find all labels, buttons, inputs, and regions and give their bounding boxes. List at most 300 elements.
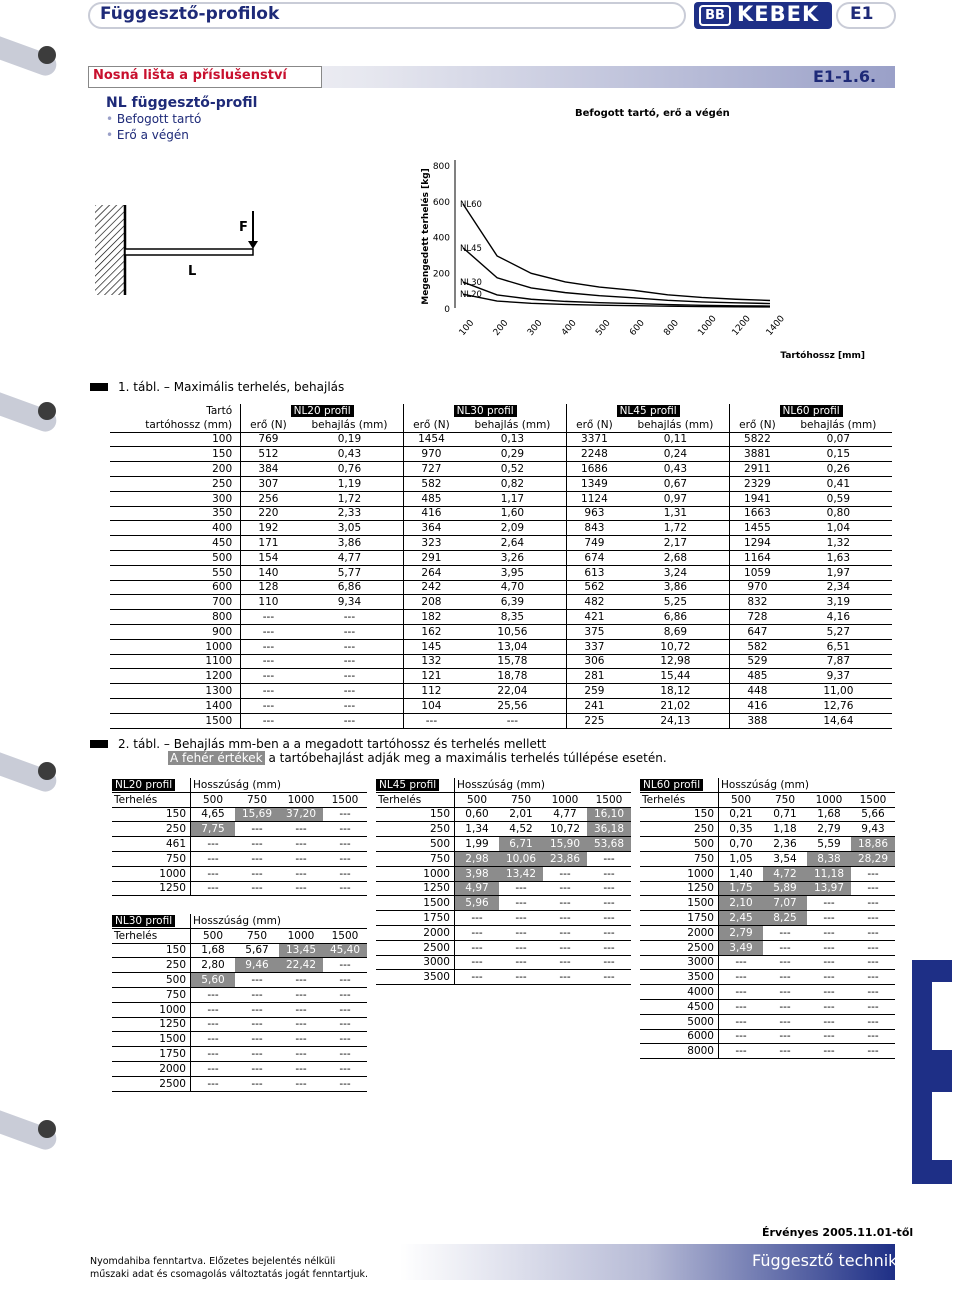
value-cell: --- <box>262 611 275 624</box>
deflection-cell: 4,52 <box>499 822 543 837</box>
table-header-row <box>112 778 367 792</box>
value-cell: 8,35 <box>459 610 567 625</box>
deflection-cell: --- <box>235 1032 279 1047</box>
length-cell: 500 <box>110 550 241 565</box>
load-cell: 750 <box>112 987 191 1002</box>
force-label: F <box>239 220 248 235</box>
deflection-cell: --- <box>543 955 587 970</box>
deflection-cell: --- <box>191 851 236 866</box>
deflection-cell: 5,67 <box>235 943 279 958</box>
value-cell: 281 <box>584 670 605 683</box>
value-cell: 2,68 <box>622 550 730 565</box>
deflection-cell: --- <box>807 985 851 1000</box>
length-cell: 400 <box>110 521 241 536</box>
length-col-header: 1000 <box>279 928 323 943</box>
value-cell: --- <box>296 639 404 654</box>
deflection-cell: --- <box>235 881 279 896</box>
value-cell: 512 <box>258 448 279 461</box>
value-cell: 145 <box>421 640 442 653</box>
value-cell: 12,98 <box>622 654 730 669</box>
value-cell: 2,09 <box>459 521 567 536</box>
load-cell: 1750 <box>112 1047 191 1062</box>
deflection-cell: --- <box>279 822 323 837</box>
length-header: Hosszúság (mm) <box>191 778 368 792</box>
value-cell: 12,76 <box>823 699 854 712</box>
load-cell: 750 <box>376 851 455 866</box>
table-row <box>110 639 892 654</box>
deflection-cell: 10,72 <box>543 822 587 837</box>
value-cell: --- <box>296 698 404 713</box>
table-row <box>112 866 367 881</box>
value-cell: 3,86 <box>296 536 404 551</box>
value-cell: 388 <box>747 714 768 727</box>
deflection-cell: --- <box>323 1061 367 1076</box>
table-row <box>376 837 631 852</box>
load-cell: 2000 <box>376 925 455 940</box>
load-cell: 500 <box>640 837 719 852</box>
table-row <box>112 837 367 852</box>
profile-label: NL60 profil <box>640 779 703 791</box>
value-cell: 613 <box>584 566 605 579</box>
deflection-cell: 2,79 <box>807 822 851 837</box>
deflection-cell: 28,29 <box>851 851 895 866</box>
table-row <box>376 866 631 881</box>
load-cell: 1750 <box>640 911 719 926</box>
table-header-row <box>112 928 367 943</box>
length-col-header: 750 <box>235 792 279 807</box>
deflection-cell: --- <box>587 866 631 881</box>
value-cell: 963 <box>584 507 605 520</box>
value-cell: 140 <box>258 566 279 579</box>
value-cell: 3,95 <box>459 565 567 580</box>
deflection-cell: --- <box>587 925 631 940</box>
load-cell: 750 <box>112 851 191 866</box>
deflection-cell: --- <box>323 958 367 973</box>
value-cell: 3371 <box>581 433 608 446</box>
table-row <box>112 1076 367 1091</box>
side-letter-e <box>912 960 952 1184</box>
header-force: erő (N) <box>241 418 296 432</box>
table-row <box>640 807 895 822</box>
y-tick-label: 400 <box>432 233 450 244</box>
length-col-header: 1500 <box>587 792 631 807</box>
table-row <box>376 881 631 896</box>
deflection-cell: --- <box>807 955 851 970</box>
deflection-cell: 2,45 <box>719 911 764 926</box>
deflection-cell: --- <box>763 955 807 970</box>
value-cell: 306 <box>584 655 605 668</box>
header-code: E1 <box>850 4 874 24</box>
deflection-cell: 7,75 <box>191 822 236 837</box>
deflection-cell: 13,97 <box>807 881 851 896</box>
value-cell: 1,97 <box>826 566 851 579</box>
value-cell: 2,34 <box>826 581 851 594</box>
value-cell: 2,33 <box>296 506 404 521</box>
value-cell: --- <box>262 685 275 698</box>
deflection-cell: 1,40 <box>719 866 764 881</box>
deflection-cell: --- <box>191 866 236 881</box>
deflection-table-nl20 <box>112 778 367 896</box>
value-cell: 2248 <box>581 448 608 461</box>
value-cell: 259 <box>584 685 605 698</box>
load-cell: 2500 <box>640 940 719 955</box>
load-cell: 500 <box>112 973 191 988</box>
load-cell: 500 <box>376 837 455 852</box>
deflection-cell: --- <box>851 881 895 896</box>
load-cell: 4000 <box>640 985 719 1000</box>
value-cell: 256 <box>258 492 279 505</box>
value-cell: 4,70 <box>459 580 567 595</box>
table-row <box>110 550 892 565</box>
deflection-cell: 5,96 <box>455 896 500 911</box>
value-cell: 1294 <box>744 537 771 550</box>
caption-marker <box>90 740 108 748</box>
deflection-cell: --- <box>235 851 279 866</box>
value-cell: 0,52 <box>459 462 567 477</box>
value-cell: 0,29 <box>459 447 567 462</box>
deflection-cell: --- <box>587 896 631 911</box>
value-cell: --- <box>262 670 275 683</box>
deflection-cell: --- <box>455 970 500 985</box>
table-row <box>376 851 631 866</box>
deflection-cell: --- <box>719 970 764 985</box>
value-cell: 1941 <box>744 492 771 505</box>
length-cell: 1500 <box>110 713 241 728</box>
value-cell: 421 <box>584 611 605 624</box>
deflection-cell: --- <box>323 1076 367 1091</box>
deflection-cell: --- <box>763 1044 807 1059</box>
deflection-cell: --- <box>323 1002 367 1017</box>
deflection-cell: --- <box>851 999 895 1014</box>
length-cell: 100 <box>110 432 241 447</box>
value-cell: 0,80 <box>826 507 851 520</box>
value-cell: --- <box>296 669 404 684</box>
x-tick-label: 1400 <box>764 313 788 338</box>
load-cell: 750 <box>640 851 719 866</box>
footer-note-line: Nyomdahiba fenntartva. Előzetes bejelentés nélküli <box>90 1256 336 1267</box>
header-deflection: behajlás (mm) <box>296 418 404 432</box>
length-cell: 900 <box>110 624 241 639</box>
value-cell: 162 <box>421 625 442 638</box>
table-row <box>376 896 631 911</box>
table-row <box>640 881 895 896</box>
x-tick-label: 600 <box>628 318 647 338</box>
value-cell: 3,05 <box>296 521 404 536</box>
x-axis-label: Tartóhossz [mm] <box>780 351 865 361</box>
value-cell: --- <box>296 610 404 625</box>
deflection-cell: 4,77 <box>543 807 587 822</box>
value-cell: --- <box>262 655 275 668</box>
table-row <box>110 432 892 447</box>
table2-caption-text: – Behajlás mm-ben a a megadott tartóhossz és terhelés mellett <box>160 737 547 751</box>
value-cell: 15,44 <box>622 669 730 684</box>
length-col-header: 1000 <box>543 792 587 807</box>
length-cell: 800 <box>110 610 241 625</box>
value-cell: 5,77 <box>296 565 404 580</box>
length-cell: 1100 <box>110 654 241 669</box>
hook-dot <box>38 1120 56 1138</box>
load-cell: 3000 <box>640 955 719 970</box>
table-row <box>110 684 892 699</box>
value-cell: 225 <box>584 714 605 727</box>
value-cell: 15,78 <box>459 654 567 669</box>
table-row <box>112 1002 367 1017</box>
table-row <box>112 958 367 973</box>
table-row <box>376 911 631 926</box>
deflection-cell: 4,72 <box>763 866 807 881</box>
deflection-cell: --- <box>851 940 895 955</box>
value-cell: 485 <box>421 492 442 505</box>
deflection-cell: 2,10 <box>719 896 764 911</box>
deflection-cell: --- <box>543 925 587 940</box>
deflection-cell: --- <box>323 987 367 1002</box>
header-force: erő (N) <box>567 418 622 432</box>
length-cell: 1300 <box>110 684 241 699</box>
deflection-cell: --- <box>851 1029 895 1044</box>
footer-note-line: műszaki adat és csomagolás változtatás jogát fenntartjuk. <box>90 1269 369 1280</box>
profile-label: NL20 profil <box>291 405 354 417</box>
deflection-cell: 7,07 <box>763 896 807 911</box>
table-row <box>376 970 631 985</box>
deflection-cell: --- <box>323 807 367 822</box>
deflection-cell: --- <box>543 881 587 896</box>
value-cell: 970 <box>747 581 768 594</box>
value-cell: --- <box>262 625 275 638</box>
value-cell: 18,78 <box>459 669 567 684</box>
x-tick-label: 200 <box>491 318 511 338</box>
table-row <box>112 1032 367 1047</box>
value-cell: 241 <box>584 699 605 712</box>
profile-header <box>404 404 567 418</box>
deflection-cell: 1,05 <box>719 851 764 866</box>
value-cell: 291 <box>421 551 442 564</box>
length-col-header: 750 <box>499 792 543 807</box>
deflection-cell: --- <box>763 999 807 1014</box>
value-cell: 24,13 <box>622 713 730 728</box>
table-row <box>112 973 367 988</box>
x-tick-label: 1200 <box>730 313 753 338</box>
value-cell: 2911 <box>744 463 771 476</box>
series-label: NL45 <box>460 243 482 254</box>
value-cell: 182 <box>421 611 442 624</box>
value-cell: 4,16 <box>826 611 851 624</box>
value-cell: 0,59 <box>826 492 851 505</box>
deflection-cell: --- <box>587 940 631 955</box>
note-text: a tartóbehajlást adják meg a maximális terhelés túllépése esetén. <box>264 751 667 765</box>
value-cell: 582 <box>421 477 442 490</box>
hook-dot <box>38 46 56 64</box>
value-cell: --- <box>262 699 275 712</box>
length-cell: 550 <box>110 565 241 580</box>
value-cell: 5,27 <box>826 625 851 638</box>
deflection-cell: --- <box>279 1032 323 1047</box>
deflection-cell: --- <box>235 1076 279 1091</box>
value-cell: 0,43 <box>622 462 730 477</box>
value-cell: 448 <box>747 685 768 698</box>
load-cell: 1250 <box>640 881 719 896</box>
load-header: Terhelés <box>112 928 191 943</box>
table-row <box>110 476 892 491</box>
table-row <box>640 896 895 911</box>
load-cell: 1500 <box>376 896 455 911</box>
brand-logo-mark: BB <box>699 5 731 26</box>
value-cell: 0,13 <box>459 432 567 447</box>
value-cell: 6,86 <box>296 580 404 595</box>
load-cell: 1750 <box>376 911 455 926</box>
deflection-cell: 1,34 <box>455 822 500 837</box>
profile-label: NL45 profil <box>376 779 439 791</box>
load-cell: 4500 <box>640 999 719 1014</box>
value-cell: 1663 <box>744 507 771 520</box>
table-row <box>112 1017 367 1032</box>
force-arrow-head <box>248 241 258 249</box>
deflection-cell: --- <box>323 973 367 988</box>
deflection-cell: 2,98 <box>455 851 500 866</box>
deflection-cell: 9,46 <box>235 958 279 973</box>
deflection-cell: --- <box>719 985 764 1000</box>
header-force: erő (N) <box>730 418 785 432</box>
value-cell: 1,32 <box>826 537 851 550</box>
value-cell: 1,19 <box>296 476 404 491</box>
deflection-table-nl30 <box>112 914 367 1092</box>
deflection-cell: 0,70 <box>719 837 764 852</box>
deflection-cell: --- <box>763 1029 807 1044</box>
table-row <box>110 565 892 580</box>
value-cell: 1,72 <box>296 491 404 506</box>
deflection-cell: 0,35 <box>719 822 764 837</box>
length-header: Hosszúság (mm) <box>719 778 896 792</box>
profile-label: NL60 profil <box>780 405 843 417</box>
value-cell: 562 <box>584 581 605 594</box>
length-col-header: 500 <box>191 792 236 807</box>
table-row <box>640 1014 895 1029</box>
table-row <box>110 506 892 521</box>
value-cell: 3,26 <box>459 550 567 565</box>
value-cell: 1349 <box>581 477 608 490</box>
value-cell: 1686 <box>581 463 608 476</box>
load-cell: 1250 <box>376 881 455 896</box>
table-row <box>376 822 631 837</box>
deflection-cell: 11,18 <box>807 866 851 881</box>
load-cell: 2000 <box>112 1061 191 1076</box>
table-row <box>110 713 892 728</box>
table-row <box>112 1061 367 1076</box>
x-tick-label: 500 <box>594 318 613 338</box>
value-cell: 674 <box>584 551 605 564</box>
deflection-cell: 16,10 <box>587 807 631 822</box>
length-col-header: 1500 <box>851 792 895 807</box>
table2-caption <box>118 737 546 751</box>
value-cell: 192 <box>258 522 279 535</box>
table2-caption-num: 2. tábl. <box>118 737 161 751</box>
value-cell: 307 <box>258 477 279 490</box>
deflection-cell: --- <box>499 940 543 955</box>
table-row <box>640 940 895 955</box>
value-cell: 2,17 <box>622 536 730 551</box>
deflection-cell: --- <box>499 896 543 911</box>
value-cell: 6,86 <box>622 610 730 625</box>
value-cell: 110 <box>258 596 279 609</box>
deflection-cell: 13,45 <box>279 943 323 958</box>
deflection-cell: --- <box>279 1017 323 1032</box>
deflection-cell: --- <box>323 851 367 866</box>
deflection-cell: --- <box>763 940 807 955</box>
value-cell: 9,34 <box>296 595 404 610</box>
deflection-cell: --- <box>235 1047 279 1062</box>
load-header: Terhelés <box>640 792 719 807</box>
deflection-cell: --- <box>587 881 631 896</box>
deflection-cell: --- <box>323 1032 367 1047</box>
deflection-cell: 13,42 <box>499 866 543 881</box>
bullet-item: • Befogott tartó <box>106 112 201 126</box>
deflection-cell: --- <box>455 911 500 926</box>
deflection-cell: --- <box>323 881 367 896</box>
value-cell: --- <box>262 714 275 727</box>
length-cell: 150 <box>110 447 241 462</box>
table-row <box>110 698 892 713</box>
deflection-cell: --- <box>499 955 543 970</box>
header-length: tartóhossz (mm) <box>110 418 241 432</box>
value-cell: 154 <box>258 551 279 564</box>
deflection-cell: --- <box>807 1044 851 1059</box>
value-cell: 832 <box>747 596 768 609</box>
deflection-cell: --- <box>719 1014 764 1029</box>
length-cell: 300 <box>110 491 241 506</box>
deflection-cell: 2,01 <box>499 807 543 822</box>
table2-note <box>168 751 667 765</box>
deflection-cell: --- <box>543 896 587 911</box>
deflection-cell: --- <box>587 970 631 985</box>
load-cell: 6000 <box>640 1029 719 1044</box>
deflection-cell: 22,42 <box>279 958 323 973</box>
value-cell: 1455 <box>744 522 771 535</box>
deflection-cell: --- <box>191 881 236 896</box>
deflection-cell: --- <box>851 955 895 970</box>
value-cell: 1,72 <box>622 521 730 536</box>
value-cell: 0,19 <box>296 432 404 447</box>
table-row <box>640 970 895 985</box>
deflection-cell: 36,18 <box>587 822 631 837</box>
deflection-cell: 3,49 <box>719 940 764 955</box>
deflection-cell: --- <box>719 1044 764 1059</box>
table-row <box>112 881 367 896</box>
value-cell: 3,24 <box>622 565 730 580</box>
deflection-cell: --- <box>279 1047 323 1062</box>
value-cell: 1164 <box>744 551 771 564</box>
deflection-cell: 9,43 <box>851 822 895 837</box>
value-cell: 769 <box>258 433 279 446</box>
deflection-cell: 1,68 <box>191 943 236 958</box>
y-tick-label: 800 <box>432 162 450 172</box>
table-row <box>110 595 892 610</box>
value-cell: 3,86 <box>622 580 730 595</box>
value-cell: 21,02 <box>622 698 730 713</box>
deflection-table-nl45 <box>376 778 631 985</box>
table1-caption <box>118 380 344 394</box>
value-cell: 121 <box>421 670 442 683</box>
series-label: NL20 <box>460 290 482 301</box>
value-cell: 0,24 <box>622 447 730 462</box>
value-cell: 2329 <box>744 477 771 490</box>
value-cell: 5822 <box>744 433 771 446</box>
value-cell: 1124 <box>581 492 608 505</box>
value-cell: 128 <box>258 581 279 594</box>
deflection-cell: --- <box>191 1002 236 1017</box>
chart-title: Befogott tartó, erő a végén <box>575 108 730 119</box>
value-cell: 112 <box>421 685 442 698</box>
deflection-cell: --- <box>763 925 807 940</box>
deflection-cell: --- <box>323 1017 367 1032</box>
